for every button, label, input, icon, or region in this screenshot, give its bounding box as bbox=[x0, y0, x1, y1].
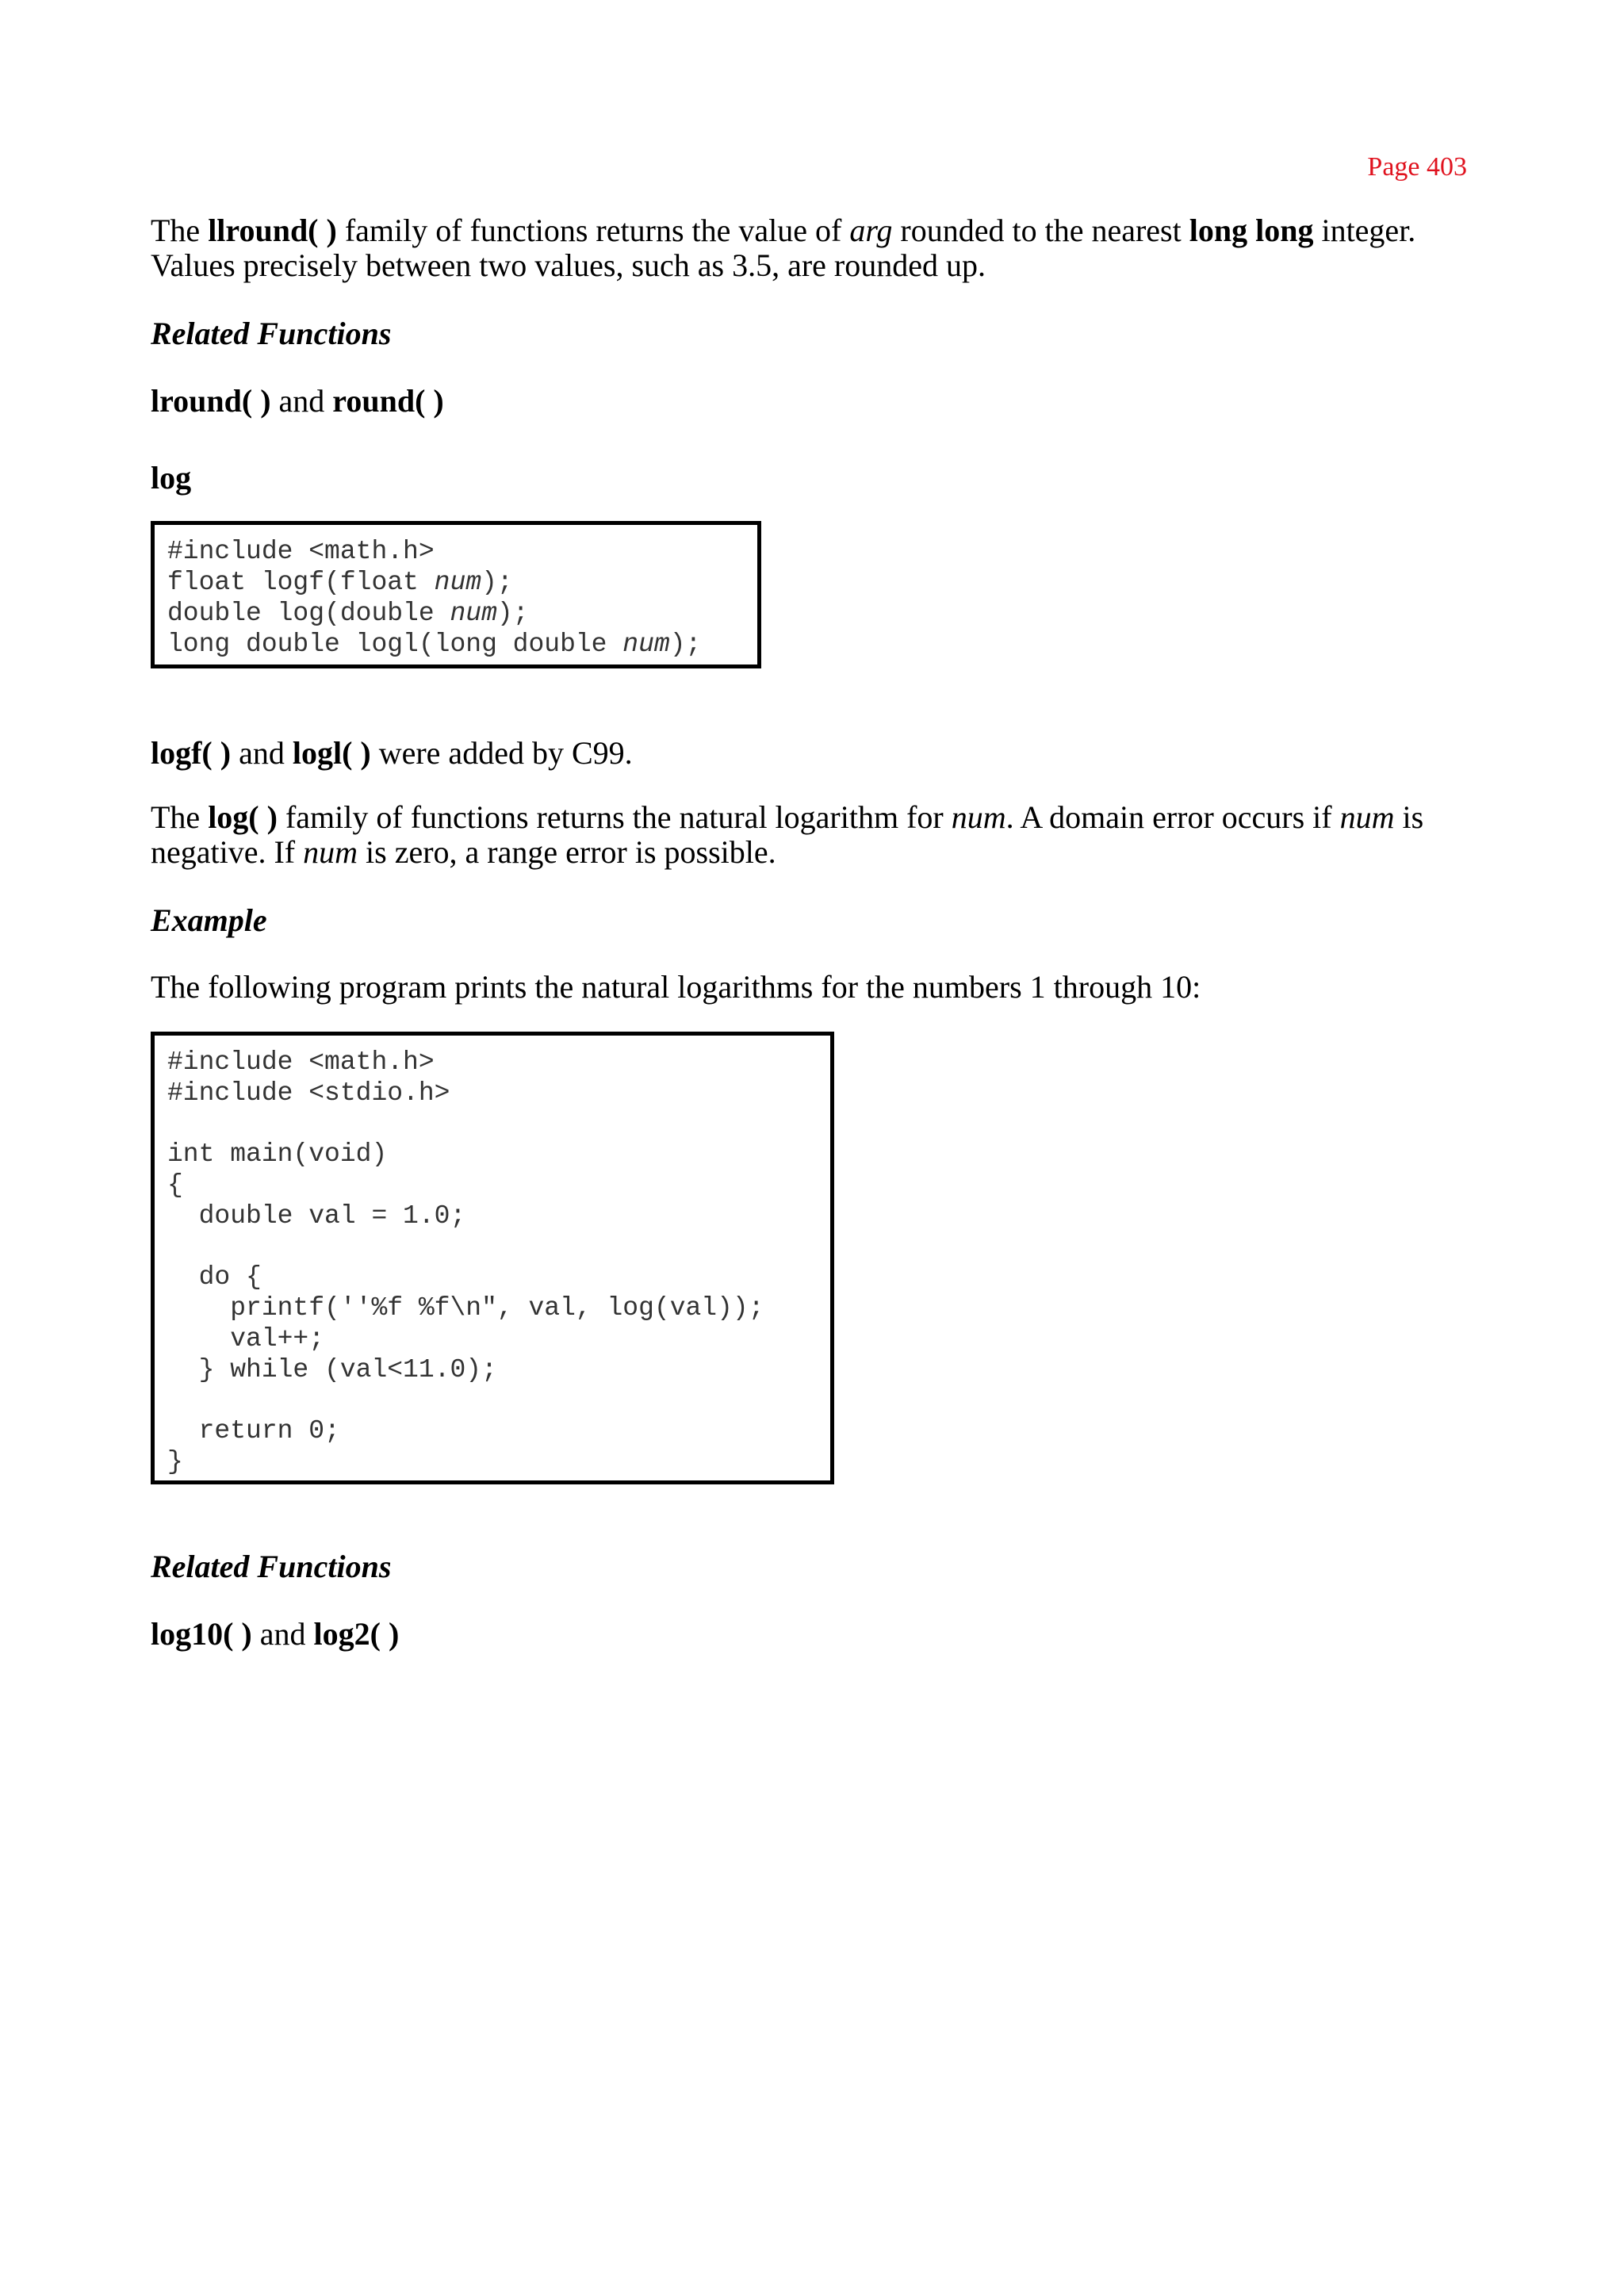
related-functions-heading: Related Functions bbox=[151, 316, 392, 351]
example-intro: The following program prints the natural logarithms for the numbers 1 through 10: bbox=[151, 969, 1201, 1005]
function-title-log: log bbox=[151, 460, 192, 496]
related-functions-list: lround( ) and round( ) bbox=[151, 383, 444, 419]
log-description: The log( ) family of functions returns the natural logarithm for num. A domain error occurs if num is bbox=[151, 799, 1424, 835]
code-line: return 0; bbox=[167, 1416, 340, 1446]
example-code-box bbox=[151, 1032, 834, 1484]
c99-note: logf( ) and logl( ) were added by C99. bbox=[151, 735, 633, 771]
prototype-line: #include <math.h> bbox=[167, 537, 435, 566]
llround-description: The llround( ) family of functions returns the value of arg rounded to the nearest long long integer. bbox=[151, 213, 1416, 248]
log-description-cont: negative. If num is zero, a range error is possible. bbox=[151, 834, 776, 870]
code-line: } while (val<11.0); bbox=[167, 1355, 497, 1384]
prototype-line: double log(double num); bbox=[167, 599, 529, 628]
code-line bbox=[167, 1231, 830, 1262]
example-heading: Example bbox=[151, 902, 267, 938]
code-line: #include <math.h> bbox=[167, 1047, 435, 1077]
code-line: #include <stdio.h> bbox=[167, 1078, 450, 1108]
llround-rounding-note: Values precisely between two values, such as 3.5, are rounded up. bbox=[151, 247, 986, 283]
related-functions-heading-2: Related Functions bbox=[151, 1549, 392, 1584]
prototype-line: float logf(float num); bbox=[167, 568, 513, 597]
code-line bbox=[167, 1385, 830, 1415]
code-line: val++; bbox=[167, 1324, 325, 1354]
code-line: int main(void) bbox=[167, 1139, 388, 1169]
code-line: { bbox=[167, 1170, 183, 1200]
related-functions-list-2: log10( ) and log2( ) bbox=[151, 1616, 400, 1652]
code-line: printf(''%f %f\n", val, log(val)); bbox=[167, 1293, 764, 1323]
prototype-box bbox=[151, 521, 761, 668]
code-line: } bbox=[167, 1447, 183, 1476]
code-line bbox=[167, 1109, 830, 1139]
code-line: double val = 1.0; bbox=[167, 1201, 466, 1231]
code-line: do { bbox=[167, 1262, 262, 1292]
page-number: Page 403 bbox=[1367, 152, 1467, 182]
prototype-line: long double logl(long double num); bbox=[167, 630, 702, 659]
